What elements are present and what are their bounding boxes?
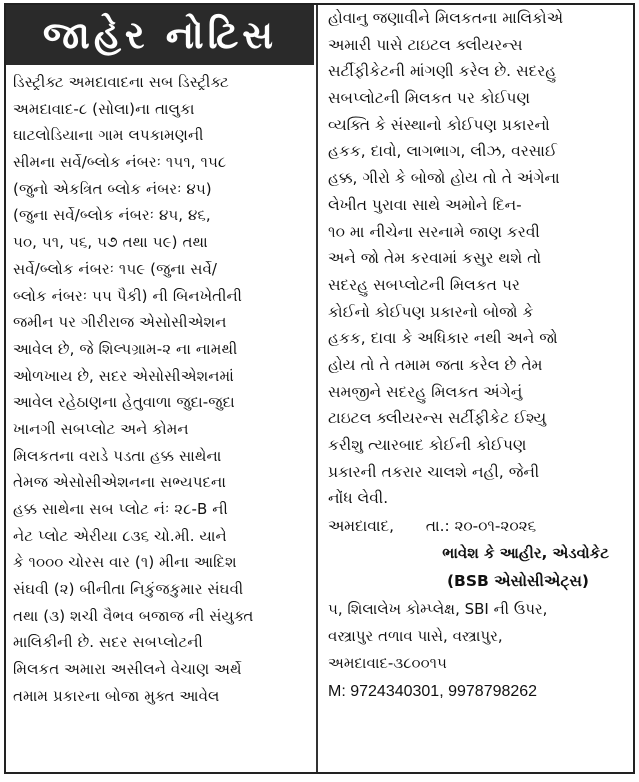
body-text-line: મિલકતના વરાડે પડતા હક્ક સાથેના — [13, 446, 222, 465]
body-text-line: હક્ક સાથેના સબ પ્લોટ નંઃ ૨૮-B ની — [13, 500, 228, 518]
body-text-line: હોય તો તે તમામ જતા કરેલ છે તેમ — [328, 355, 543, 374]
body-text-line: હોવાનુ જણાવીને મિલકતના માલિકોએ — [328, 9, 563, 27]
body-text-line: સર્ટીફીકેટની માંગણી કરેલ છે. સદરહુ — [328, 62, 557, 81]
body-text-line: તેમજ એસોસીએશનના સભ્યપદના — [13, 473, 226, 492]
body-text-line: નેટ પ્લોટ એરીયા ૮૩૬ ચો.મી. યાને — [13, 526, 227, 545]
body-text-line: (જુનો એકત્રિત બ્લોક નંબરઃ ૪૫) — [13, 179, 212, 198]
body-text-line: પ્રકારની તકરાર ચાલશે નહી, જેની — [328, 462, 540, 481]
body-text-line: ટાઇટલ ક્લીયરન્સ સર્ટીફીકેટ ઈશ્યુ — [328, 409, 547, 428]
body-text-line: વ્યક્તિ કે સંસ્થાનો કોઈપણ પ્રકારનો — [328, 115, 550, 134]
body-text-line: તમામ પ્રકારના બોજા મુક્ત આવેલ — [13, 686, 220, 705]
body-text-line: લેખીત પુરાવા સાથે અમોને દિન- — [328, 195, 522, 214]
body-text-line: હકક, દાવા કે અધિકાર નથી અને જો — [328, 329, 558, 348]
notice-title-banner — [6, 5, 314, 65]
body-text-line: તથા (૩) શચી વૈભવ બજાજ ની સંયુક્ત — [13, 606, 254, 625]
body-text-line: નોંધ લેવી. — [328, 489, 389, 508]
address-line: અમદાવાદ-૩૮૦૦૧૫ — [328, 654, 447, 673]
body-text-line: (જુના સર્વે/બ્લોક નંબરઃ ૪૫, ૪૬, — [13, 206, 211, 225]
signature-block — [320, 512, 633, 707]
body-text-line: સર્વે/બ્લોક નંબરઃ ૧૫૯ (જુના સર્વે/ — [13, 259, 218, 278]
body-text-line: હક્ક, ગીરો કે બોજો હોય તો તે અંગેના — [328, 169, 560, 188]
body-text-line: સીમના સર્વે/બ્લોક નંબરઃ ૧૫૧, ૧૫૮ — [13, 153, 227, 172]
body-text-line: આવેલ છે, જે શિલ્પગ્રામ-૨ ના નામથી — [13, 339, 238, 358]
left-body-text — [6, 65, 314, 710]
body-text-line: અમારી પાસે ટાઇટલ ક્લીયરન્સ — [328, 35, 523, 54]
body-text-line: ડિસ્ટ્રીક્ટ અમદાવાદના સબ ડિસ્ટ્રીક્ટ — [13, 73, 229, 91]
address-line: વસ્ત્રાપુર તળાવ પાસે, વસ્ત્રાપુર, — [328, 627, 503, 646]
date: તા.: ૨૦-૦૧-૨૦૨૬ — [425, 517, 537, 536]
body-text-line: બ્લોક નંબરઃ ૫૫ પૈકી) ની બિનખેતીની — [13, 286, 243, 305]
right-column — [320, 5, 633, 707]
notice-title: જાહેર નોટિસ — [42, 12, 278, 57]
body-text-line: અને જો તેમ કરવામાં કસુર થશે તો — [328, 249, 542, 268]
body-text-line: ઘાટલોડિયાના ગામ લપકામણની — [13, 126, 204, 145]
left-column — [6, 5, 314, 710]
advocate-name: ભાવેશ કે આહીર, એડવોકેટ — [442, 544, 609, 563]
body-text-line: સંઘવી (૨) બીનીતા નિકુંજકુમાર સંઘવી — [13, 580, 244, 599]
body-text-line: સબપ્લોટની મિલકત પર કોઈપણ — [328, 89, 530, 108]
column-divider — [316, 5, 318, 772]
phone-numbers: M: 9724340301, 9978798262 — [328, 683, 538, 701]
body-text-line: ૫૦, ૫૧, ૫૬, ૫૭ તથા ૫૯) તથા — [13, 233, 208, 252]
body-text-line: સદરહુ સબપ્લોટની મિલકત પર — [328, 275, 520, 294]
address-line: ૫, શિલાલેખ કોમ્પ્લેક્ષ, SBI ની ઉપર, — [328, 600, 548, 619]
public-notice — [4, 3, 635, 774]
place-date-line — [328, 512, 629, 540]
right-body-text — [320, 5, 633, 512]
body-text-line: કરીશુ ત્યારબાદ કોઈની કોઈપણ — [328, 436, 527, 454]
body-text-line: હકક, દાવો, લાગભાગ, લીઝ, વરસાઈ — [328, 142, 557, 161]
body-text-line: ઓળખાય છે, સદર એસોસીએશનમાં — [13, 366, 234, 385]
body-text-line: આવેલ રહેઠાણના હેતુવાળા જુદા-જુદા — [13, 393, 235, 412]
body-text-line: કે ૧૦૦૦ ચોરસ વાર (૧) મીના આદિશ — [13, 553, 237, 572]
place: અમદાવાદ, — [328, 517, 394, 536]
body-text-line: ૧૦ મા નીચેના સરનામે જાણ કરવી — [328, 222, 540, 241]
body-text-line: સમજીને સદરહુ મિલકત અંગેનું — [328, 382, 523, 401]
body-text-line: માલિકીની છે. સદર સબપ્લોટની — [13, 633, 203, 652]
body-text-line: જમીન પર ગીરીરાજ એસોસીએશન — [13, 313, 227, 332]
firm-name: (BSB એસોસીએટ્સ) — [446, 572, 589, 591]
body-text-line: કોઈનો કોઈપણ પ્રકારનો બોજો કે — [328, 302, 534, 321]
body-text-line: અમદાવાદ-૮ (સોલા)ના તાલુકા — [13, 99, 195, 118]
body-text-line: ખાનગી સબપ્લોટ અને કોમન — [13, 419, 189, 438]
body-text-line: મિલકત અમારા અસીલને વેચાણ અર્થે — [13, 660, 242, 679]
